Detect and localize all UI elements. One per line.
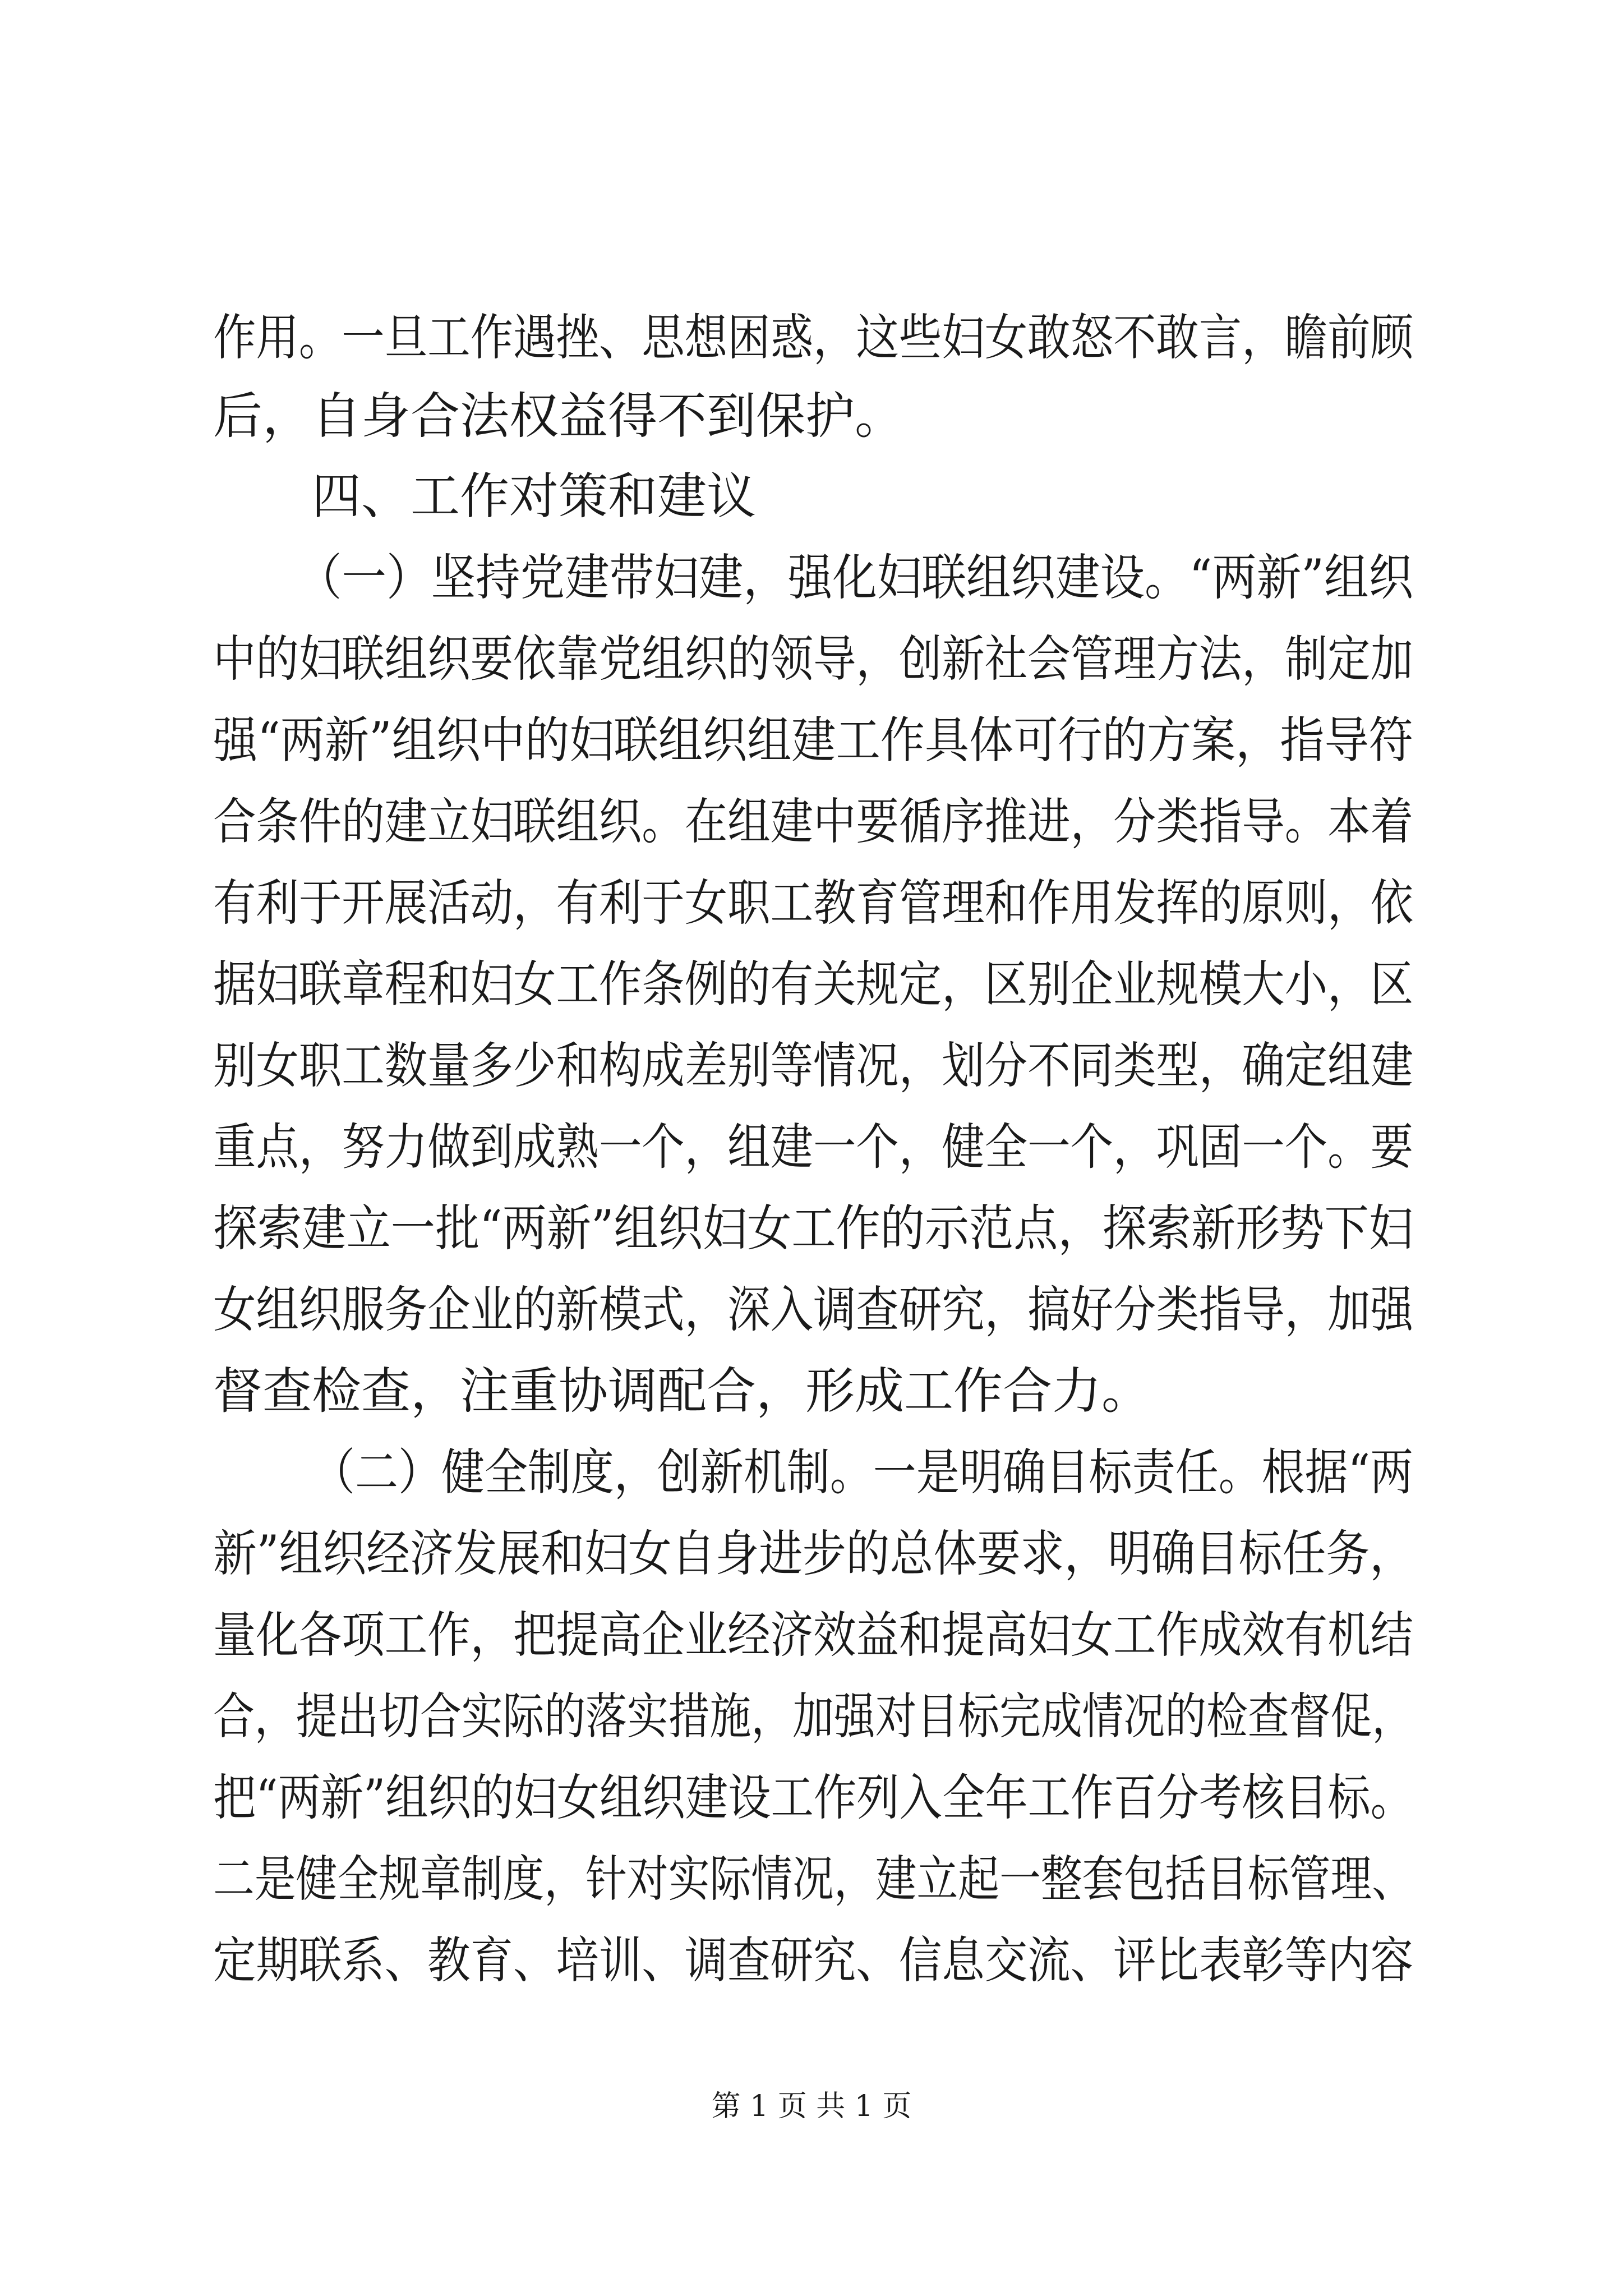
text-line: 探索建立一批“两新”组织妇女工作的示范点，探索新形势下妇 [213,1199,1413,1257]
paragraph-start: （一）坚持党建带妇建，强化妇联组织建设。“两新”组织 [297,549,1413,606]
text-line: 二是健全规章制度，针对实际情况，建立起一整套包括目标管理、 [213,1850,1414,1908]
text-line: 新”组织经济发展和妇女自身进步的总体要求，明确目标任务， [213,1525,1413,1582]
text-line: 定期联系、教育、培训、调查研究、信息交流、评比表彰等内容 [213,1931,1414,1989]
text-line: 重点，努力做到成熟一个，组建一个，健全一个，巩固一个。要 [213,1118,1414,1176]
text-line: 中的妇联组织要依靠党组织的领导，创新社会管理方法，制定加 [213,630,1414,688]
text-line: 强“两新”组织中的妇联组织组建工作具体可行的方案，指导符 [213,711,1413,769]
text-line: 量化各项工作，把提高企业经济效益和提高妇女工作成效有机结 [213,1606,1414,1664]
text-line: 合，提出切合实际的落实措施，加强对目标完成情况的检查督促， [213,1687,1414,1745]
text-line: 督查检查，注重协调配合，形成工作合力。 [213,1362,1151,1420]
text-line: 作用。一旦工作遇挫、思想困惑，这些妇女敢怒不敢言，瞻前顾 [213,309,1414,366]
text-line: 有利于开展活动，有利于女职工教育管理和作用发挥的原则，依 [213,874,1414,932]
paragraph-start: （二）健全制度，创新机制。一是明确目标责任。根据“两 [312,1443,1413,1501]
text-line: 后，自身合法权益得不到保护。 [213,387,905,445]
text-line: 合条件的建立妇联组织。在组建中要循序推进，分类指导。本着 [213,793,1414,850]
text-line: 女组织服务企业的新模式，深入调查研究，搞好分类指导，加强 [213,1281,1414,1338]
section-heading: 四、工作对策和建议 [312,467,757,525]
text-line: 把“两新”组织的妇女组织建设工作列入全年工作百分考核目标。 [213,1769,1413,1826]
page-number-footer: 第 1 页 共 1 页 [711,2090,912,2123]
text-line: 别女职工数量多少和构成差别等情况，划分不同类型，确定组建 [213,1037,1414,1094]
text-line: 据妇联章程和妇女工作条例的有关规定，区别企业规模大小，区 [213,955,1414,1013]
